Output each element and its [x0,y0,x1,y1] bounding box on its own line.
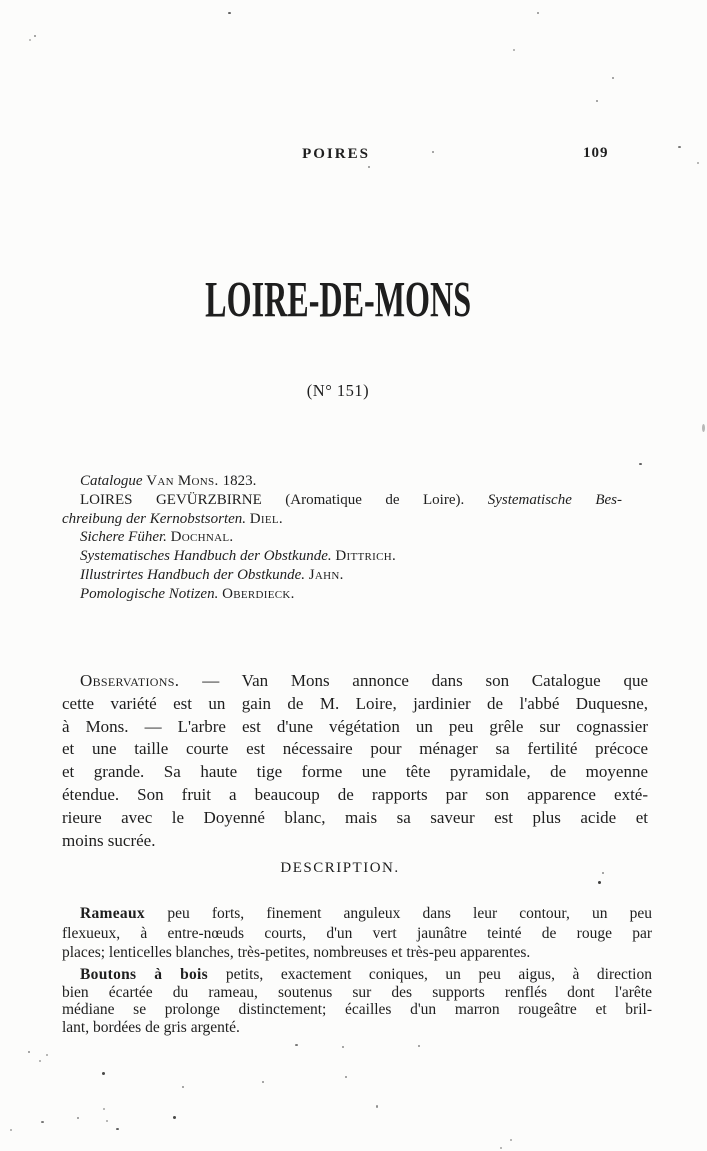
text-segment: Oberdieck. [222,585,295,602]
text-segment: Pomologische Notizen. [80,585,223,602]
running-title: POIRES [302,146,370,162]
dust-speck [596,100,598,102]
dust-speck [41,1121,44,1123]
text-line [62,472,622,491]
text-segment: Systematische Bes- [487,491,623,508]
dust-speck [46,1054,48,1056]
text-line [62,784,648,807]
text-line [62,585,622,604]
dust-speck [418,1045,420,1047]
dust-speck [602,872,604,874]
text-line [62,491,622,510]
text-segment: chreibung der Kernobstsorten. [62,510,250,527]
text-line [62,1019,652,1037]
text-line [62,904,652,924]
text-segment: bien écartée du rameau, soutenus sur des supports renflés dont l'arête [62,983,652,1001]
text-segment: LOIRES GEVÜRZBIRNE (Aromatique de Loire). [80,491,488,508]
dust-speck [228,12,231,14]
dust-speck [510,1139,512,1141]
dust-speck [537,12,539,14]
dust-speck [10,1129,12,1131]
text-segment: — Van Mons annonce dans son Catalogue que [202,671,648,690]
text-segment: Jahn. [308,566,344,583]
text-segment: 1823. [222,473,257,489]
text-segment: Van Mons. [146,473,223,489]
text-segment: Catalogue [80,473,147,489]
text-line [62,693,648,716]
dust-speck [103,1108,105,1110]
text-line [62,761,648,784]
dust-speck [173,1116,176,1119]
dust-speck [702,424,705,432]
text-segment: Dittrich. [335,548,397,565]
text-line [62,547,622,566]
text-line [62,830,648,853]
text-segment: Boutons à bois [80,966,226,983]
dust-speck [77,1117,79,1119]
rameaux-paragraph [62,904,652,963]
dust-speck [295,1044,298,1046]
dust-speck [262,1081,264,1083]
variety-title-wrap [30,270,646,328]
text-line [62,716,648,739]
text-line [62,510,622,529]
dust-speck [342,1046,344,1048]
text-segment: places; lenticelles blanches, très-petites, nombreuses et très-peu apparentes. [62,944,531,962]
text-line [62,738,648,761]
dust-speck [513,49,515,51]
observations-paragraph [62,670,648,852]
dust-speck [500,1147,502,1149]
dust-speck [116,1128,119,1130]
text-line [62,807,648,830]
text-segment: Observations. [80,671,203,690]
text-line [62,924,652,944]
text-segment: et grande. Sa haute tige forme une tête pyramidale, de moyenne [62,762,648,782]
variety-number: (N° 151) [306,381,370,400]
text-segment: Diel. [249,510,283,527]
dust-speck [28,1051,30,1053]
dust-speck [182,1086,184,1088]
text-segment: cette variété est un gain de M. Loire, jardinier de l'abbé Duquesne, [62,693,648,713]
text-segment: moins sucrée. [62,830,156,850]
text-segment: Dochnal. [170,529,234,546]
text-segment: peu forts, finement anguleux dans leur contour, un peu [167,905,652,922]
dust-speck [39,1060,41,1062]
dust-speck [29,39,31,41]
dust-speck [376,1105,378,1108]
variety-title: LOIRE-DE-MONS [205,271,471,328]
page-number: 109 [583,145,609,161]
dust-speck [368,166,370,168]
text-line [62,566,622,585]
text-segment: Rameaux [80,905,168,922]
text-segment: lant, bordées de gris argenté. [62,1018,240,1036]
dust-speck [432,151,434,153]
dust-speck [102,1072,105,1075]
text-line [62,670,648,693]
text-segment: petits, exactement coniques, un peu aigus, à direction [225,966,652,983]
text-segment: Illustrirtes Handbuch der Obstkunde. [80,566,309,583]
dust-speck [612,77,614,79]
dust-speck [106,1120,108,1122]
text-segment: à Mons. — L'arbre est d'une végétation un peu grêle sur cognassier [62,716,648,736]
bibliography-block [62,472,622,604]
dust-speck [34,35,36,37]
text-line [62,1001,652,1019]
text-line [62,943,652,963]
dust-speck [639,463,642,465]
text-segment: et une taille courte est nécessaire pour ménager sa fertilité précoce [62,739,648,759]
dust-speck [697,162,699,164]
text-line [62,966,652,984]
text-line [62,528,622,547]
text-segment: Sichere Füher. [80,529,171,546]
text-segment: rieure avec le Doyenné blanc, mais sa saveur est plus acide et [62,807,648,827]
dust-speck [345,1076,347,1078]
dust-speck [678,146,681,148]
text-segment: flexueux, à entre-nœuds courts, d'un vert jaunâtre teinté de rouge par [62,924,652,942]
text-line [62,984,652,1002]
text-segment: étendue. Son fruit a beaucoup de rapports par son apparence exté- [62,784,648,804]
description-heading: DESCRIPTION. [280,860,400,876]
text-segment: médiane se prolonge distinctement; écailles d'un marron rougeâtre et bril- [62,1001,652,1018]
boutons-a-bois-paragraph [62,966,652,1036]
dust-speck [598,881,601,884]
text-segment: Systematisches Handbuch der Obstkunde. [80,548,336,565]
